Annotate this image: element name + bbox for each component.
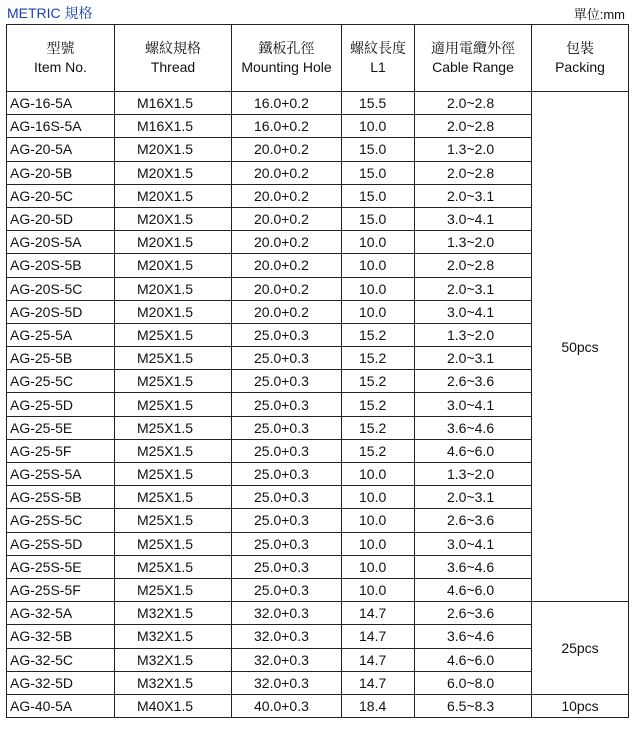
cell-thread: M16X1.5 (115, 115, 232, 138)
cell-mounting-hole: 25.0+0.3 (232, 416, 342, 439)
cell-packing: 10pcs (532, 694, 629, 717)
spec-table (6, 24, 629, 718)
cell-cable-range: 4.6~6.0 (415, 578, 532, 601)
cell-item-no: AG-25-5A (7, 323, 115, 346)
cell-cable-range: 2.0~3.1 (415, 277, 532, 300)
cell-cable-range: 2.0~3.1 (415, 486, 532, 509)
cell-item-no: AG-32-5B (7, 625, 115, 648)
cell-item-no: AG-20-5B (7, 161, 115, 184)
cell-mounting-hole: 25.0+0.3 (232, 347, 342, 370)
cell-mounting-hole: 25.0+0.3 (232, 463, 342, 486)
cell-thread-length: 10.0 (342, 463, 415, 486)
cell-mounting-hole: 25.0+0.3 (232, 578, 342, 601)
cell-item-no: AG-25-5C (7, 370, 115, 393)
cell-mounting-hole: 16.0+0.2 (232, 92, 342, 115)
cell-mounting-hole: 20.0+0.2 (232, 138, 342, 161)
cell-item-no: AG-16S-5A (7, 115, 115, 138)
cell-item-no: AG-20S-5B (7, 254, 115, 277)
cell-item-no: AG-20S-5D (7, 300, 115, 323)
cell-thread: M25X1.5 (115, 416, 232, 439)
cell-thread: M25X1.5 (115, 486, 232, 509)
cell-thread-length: 14.7 (342, 625, 415, 648)
column-header-mounting-hole (232, 25, 342, 92)
cell-cable-range: 3.0~4.1 (415, 393, 532, 416)
cell-item-no: AG-16-5A (7, 92, 115, 115)
cell-mounting-hole: 32.0+0.3 (232, 602, 342, 625)
cell-cable-range: 3.6~4.6 (415, 625, 532, 648)
cell-thread: M32X1.5 (115, 648, 232, 671)
cell-item-no: AG-25-5D (7, 393, 115, 416)
cell-cable-range: 2.6~3.6 (415, 509, 532, 532)
column-header-en: Item No. (34, 59, 87, 75)
cell-mounting-hole: 20.0+0.2 (232, 254, 342, 277)
cell-item-no: AG-25-5B (7, 347, 115, 370)
cell-thread-length: 15.2 (342, 323, 415, 346)
cell-mounting-hole: 32.0+0.3 (232, 625, 342, 648)
column-header-zh: 螺紋長度 (350, 40, 406, 56)
cell-cable-range: 3.0~4.1 (415, 300, 532, 323)
cell-thread: M25X1.5 (115, 463, 232, 486)
cell-thread: M25X1.5 (115, 323, 232, 346)
cell-packing: 50pcs (532, 92, 629, 602)
cell-cable-range: 1.3~2.0 (415, 231, 532, 254)
cell-cable-range: 3.0~4.1 (415, 532, 532, 555)
cell-thread: M20X1.5 (115, 277, 232, 300)
cell-thread: M32X1.5 (115, 625, 232, 648)
top-bar (0, 0, 633, 22)
column-header-zh: 包裝 (566, 40, 594, 56)
cell-thread: M25X1.5 (115, 439, 232, 462)
cell-mounting-hole: 25.0+0.3 (232, 370, 342, 393)
cell-thread-length: 15.0 (342, 207, 415, 230)
cell-item-no: AG-40-5A (7, 694, 115, 717)
cell-item-no: AG-25S-5B (7, 486, 115, 509)
cell-mounting-hole: 25.0+0.3 (232, 393, 342, 416)
cell-item-no: AG-20-5A (7, 138, 115, 161)
cell-thread-length: 15.5 (342, 92, 415, 115)
cell-mounting-hole: 40.0+0.3 (232, 694, 342, 717)
column-header-en: Cable Range (432, 59, 514, 75)
cell-mounting-hole: 25.0+0.3 (232, 509, 342, 532)
column-header-zh: 適用電纜外徑 (431, 40, 515, 56)
cell-thread-length: 10.0 (342, 115, 415, 138)
cell-thread: M20X1.5 (115, 184, 232, 207)
cell-thread-length: 14.7 (342, 671, 415, 694)
cell-thread-length: 15.0 (342, 184, 415, 207)
cell-thread-length: 15.0 (342, 161, 415, 184)
cell-thread: M20X1.5 (115, 254, 232, 277)
cell-thread-length: 15.2 (342, 439, 415, 462)
cell-mounting-hole: 25.0+0.3 (232, 439, 342, 462)
column-header-zh: 鐵板孔徑 (258, 40, 315, 56)
cell-cable-range: 2.0~2.8 (415, 92, 532, 115)
cell-mounting-hole: 32.0+0.3 (232, 671, 342, 694)
table-row (7, 694, 629, 717)
column-header-thread (115, 25, 232, 92)
cell-item-no: AG-25S-5D (7, 532, 115, 555)
cell-thread-length: 10.0 (342, 254, 415, 277)
cell-thread-length: 10.0 (342, 555, 415, 578)
cell-thread: M25X1.5 (115, 578, 232, 601)
cell-thread: M20X1.5 (115, 207, 232, 230)
table-body (7, 92, 629, 718)
cell-thread: M25X1.5 (115, 347, 232, 370)
header-row (7, 25, 629, 92)
cell-item-no: AG-32-5D (7, 671, 115, 694)
cell-cable-range: 2.0~3.1 (415, 347, 532, 370)
cell-item-no: AG-20-5C (7, 184, 115, 207)
cell-mounting-hole: 25.0+0.3 (232, 555, 342, 578)
cell-cable-range: 4.6~6.0 (415, 648, 532, 671)
cell-thread-length: 15.2 (342, 393, 415, 416)
cell-thread-length: 14.7 (342, 602, 415, 625)
cell-item-no: AG-20S-5C (7, 277, 115, 300)
cell-cable-range: 2.0~3.1 (415, 184, 532, 207)
cell-mounting-hole: 16.0+0.2 (232, 115, 342, 138)
cell-mounting-hole: 32.0+0.3 (232, 648, 342, 671)
cell-cable-range: 2.0~2.8 (415, 115, 532, 138)
cell-item-no: AG-32-5A (7, 602, 115, 625)
cell-cable-range: 1.3~2.0 (415, 138, 532, 161)
column-header-en: L1 (370, 59, 386, 75)
cell-item-no: AG-25-5F (7, 439, 115, 462)
cell-thread: M25X1.5 (115, 555, 232, 578)
column-header-thread-length (342, 25, 415, 92)
cell-thread-length: 10.0 (342, 532, 415, 555)
cell-mounting-hole: 20.0+0.2 (232, 231, 342, 254)
cell-cable-range: 6.0~8.0 (415, 671, 532, 694)
cell-packing: 25pcs (532, 602, 629, 695)
cell-cable-range: 6.5~8.3 (415, 694, 532, 717)
cell-thread: M25X1.5 (115, 370, 232, 393)
cell-thread-length: 10.0 (342, 509, 415, 532)
cell-cable-range: 1.3~2.0 (415, 463, 532, 486)
cell-cable-range: 2.0~2.8 (415, 161, 532, 184)
cell-mounting-hole: 20.0+0.2 (232, 184, 342, 207)
cell-cable-range: 2.6~3.6 (415, 602, 532, 625)
column-header-cable-range (415, 25, 532, 92)
cell-item-no: AG-25S-5C (7, 509, 115, 532)
column-header-zh: 螺紋規格 (145, 40, 201, 56)
cell-mounting-hole: 20.0+0.2 (232, 161, 342, 184)
cell-thread: M20X1.5 (115, 231, 232, 254)
cell-thread-length: 15.2 (342, 416, 415, 439)
cell-thread-length: 10.0 (342, 300, 415, 323)
cell-mounting-hole: 25.0+0.3 (232, 323, 342, 346)
cell-thread: M20X1.5 (115, 300, 232, 323)
cell-thread-length: 14.7 (342, 648, 415, 671)
cell-item-no: AG-25S-5E (7, 555, 115, 578)
cell-item-no: AG-25S-5A (7, 463, 115, 486)
unit-label: 單位:mm (573, 7, 625, 22)
cell-thread-length: 10.0 (342, 277, 415, 300)
cell-cable-range: 2.0~2.8 (415, 254, 532, 277)
table-row (7, 92, 629, 115)
cell-thread: M20X1.5 (115, 161, 232, 184)
cell-thread-length: 10.0 (342, 486, 415, 509)
cell-thread: M32X1.5 (115, 602, 232, 625)
column-header-zh: 型號 (46, 40, 75, 56)
cell-thread: M25X1.5 (115, 509, 232, 532)
cell-mounting-hole: 20.0+0.2 (232, 300, 342, 323)
cell-thread: M25X1.5 (115, 393, 232, 416)
cell-thread-length: 15.2 (342, 347, 415, 370)
spec-title: METRIC 規格 (7, 5, 93, 21)
column-header-packing (532, 25, 629, 92)
cell-thread-length: 15.0 (342, 138, 415, 161)
column-header-en: Packing (555, 59, 605, 75)
cell-item-no: AG-25S-5F (7, 578, 115, 601)
cell-thread: M40X1.5 (115, 694, 232, 717)
cell-mounting-hole: 20.0+0.2 (232, 207, 342, 230)
cell-mounting-hole: 25.0+0.3 (232, 532, 342, 555)
cell-thread: M25X1.5 (115, 532, 232, 555)
cell-cable-range: 2.6~3.6 (415, 370, 532, 393)
cell-thread-length: 15.2 (342, 370, 415, 393)
column-header-en: Mounting Hole (241, 59, 332, 75)
cell-thread: M32X1.5 (115, 671, 232, 694)
cell-item-no: AG-32-5C (7, 648, 115, 671)
cell-item-no: AG-20S-5A (7, 231, 115, 254)
table-header (7, 25, 629, 92)
cell-thread-length: 10.0 (342, 578, 415, 601)
cell-thread: M16X1.5 (115, 92, 232, 115)
cell-cable-range: 3.6~4.6 (415, 555, 532, 578)
cell-item-no: AG-20-5D (7, 207, 115, 230)
cell-cable-range: 3.6~4.6 (415, 416, 532, 439)
cell-cable-range: 3.0~4.1 (415, 207, 532, 230)
cell-cable-range: 4.6~6.0 (415, 439, 532, 462)
cell-thread-length: 10.0 (342, 231, 415, 254)
cell-cable-range: 1.3~2.0 (415, 323, 532, 346)
cell-mounting-hole: 25.0+0.3 (232, 486, 342, 509)
column-header-item-no (7, 25, 115, 92)
cell-thread: M20X1.5 (115, 138, 232, 161)
column-header-en: Thread (150, 59, 196, 75)
cell-item-no: AG-25-5E (7, 416, 115, 439)
cell-mounting-hole: 20.0+0.2 (232, 277, 342, 300)
cell-thread-length: 18.4 (342, 694, 415, 717)
table-row (7, 602, 629, 625)
